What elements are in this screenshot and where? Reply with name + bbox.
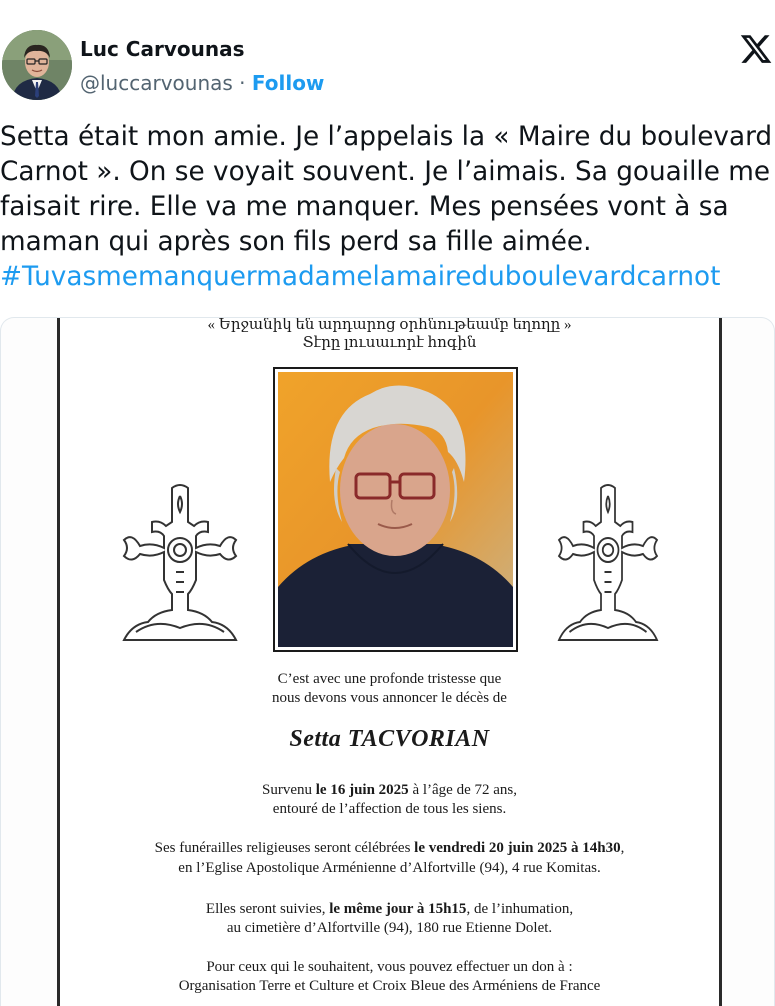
deceased-name: Setta TACVORIAN: [289, 726, 490, 752]
author-handle[interactable]: @luccarvounas: [80, 71, 233, 95]
tweet-line: Setta était mon amie. Je l’appelais la « Maire du boulevard: [0, 122, 773, 152]
funeral-line-2: en l’Eglise Apostolique Arménienne d’Alfortville (94), 4 rue Komitas.: [178, 860, 601, 876]
armenian-blessing: Տէրը լուսաւորէ հոգին: [302, 335, 477, 351]
funeral-line: Ses funérailles religieuses seront célébrées le vendredi 20 juin 2025 à 14h30,: [154, 840, 625, 856]
avatar[interactable]: [2, 30, 72, 100]
tweet-line: faisait rire. Elle va me manquer. Mes pensées vont à sa: [0, 192, 729, 222]
portrait-image: [278, 372, 513, 647]
tweet-line: Carnot ». On se voyait souvent. Je l’aimais. Sa gouaille me: [0, 157, 771, 187]
hashtag-link[interactable]: #Tuvasmemanquermadamelamaireduboulevardcarnot: [0, 262, 721, 292]
death-line: Survenu le 16 juin 2025 à l’âge de 72 ans,: [262, 782, 517, 798]
handle-separator: ·: [232, 71, 252, 95]
x-logo-icon[interactable]: [738, 32, 774, 66]
author-handle-line: [80, 71, 324, 95]
portrait-photo: [273, 367, 518, 652]
intro-line: C’est avec une profonde tristesse que: [277, 671, 502, 687]
tweet-media-image[interactable]: [0, 317, 775, 1006]
intro-line: nous devons vous annoncer le décès de: [272, 690, 507, 706]
follow-button[interactable]: Follow: [251, 71, 325, 95]
burial-line: Elles seront suivies, le même jour à 15h15, de l’inhumation,: [205, 901, 574, 917]
armenian-quote: « Երջանիկ են արդարոց օրհնութեամբ եղողը »: [207, 317, 572, 333]
donation-line-2: Organisation Terre et Culture et Croix Bleue des Arméniens de France: [178, 978, 601, 994]
tweet-header: [0, 0, 775, 110]
author-name[interactable]: Luc Carvounas: [80, 37, 245, 61]
tweet-line: maman qui après son fils perd sa fille aimée.: [0, 227, 592, 257]
avatar-image: [2, 30, 72, 100]
burial-line-2: au cimetière d’Alfortville (94), 180 rue Etienne Dolet.: [226, 920, 553, 936]
death-line-2: entouré de l’affection de tous les siens.: [272, 801, 507, 817]
armenian-cross-icon: [552, 482, 664, 652]
armenian-cross-icon: [116, 482, 244, 652]
donation-line: Pour ceux qui le souhaitent, vous pouvez effectuer un don à :: [206, 959, 573, 975]
funeral-notice: [57, 318, 722, 1006]
tweet-text: [0, 120, 775, 295]
